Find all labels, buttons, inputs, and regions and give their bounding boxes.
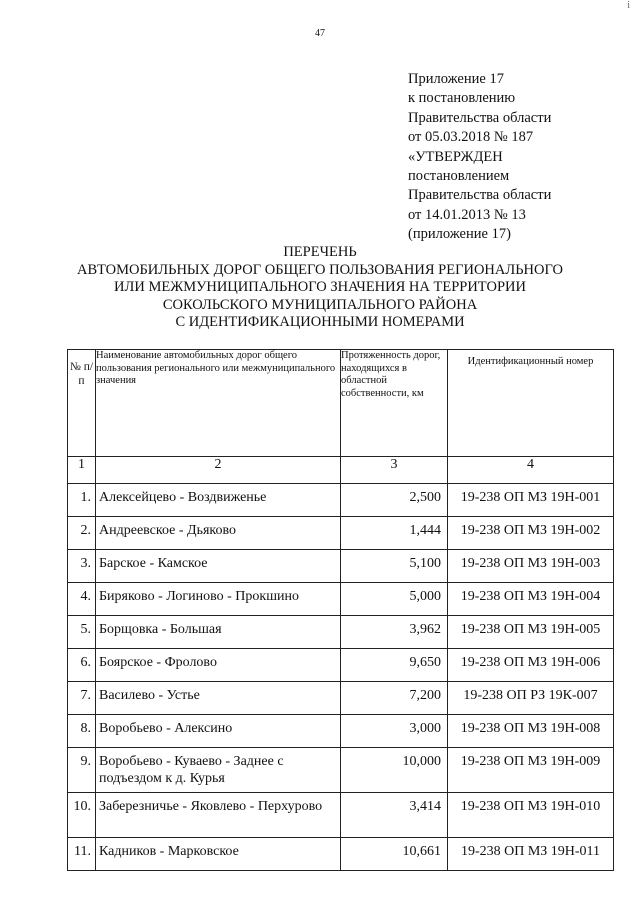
row-id: 19-238 ОП МЗ 19Н-002 <box>448 517 614 550</box>
row-length: 3,000 <box>341 715 448 748</box>
appendix-line: Правительства области <box>408 109 552 126</box>
row-id: 19-238 ОП РЗ 19К-007 <box>448 682 614 715</box>
row-num: 2. <box>68 517 96 550</box>
appendix-block <box>408 70 551 245</box>
appendix-line: постановлением <box>408 168 510 185</box>
table-row <box>68 649 614 682</box>
title-line: СОКОЛЬСКОГО МУНИЦИПАЛЬНОГО РАЙОНА <box>162 296 478 313</box>
appendix-line: (приложение 17) <box>408 226 511 243</box>
row-num: 3. <box>68 550 96 583</box>
table-row <box>68 517 614 550</box>
row-length: 2,500 <box>341 484 448 517</box>
table-row <box>68 583 614 616</box>
appendix-line: Правительства области <box>408 187 552 204</box>
row-id: 19-238 ОП МЗ 19Н-001 <box>448 484 614 517</box>
row-num: 9. <box>68 748 96 793</box>
header-name: Наименование автомобильных дорог общего пользования регионального или межмуниципального значения <box>96 350 341 457</box>
row-num: 7. <box>68 682 96 715</box>
row-name: Василево - Устье <box>96 682 341 715</box>
appendix-line: к постановлению <box>408 90 516 107</box>
row-num: 11. <box>68 838 96 871</box>
row-name: Воробьево - Алексино <box>96 715 341 748</box>
row-name: Кадников - Марковское <box>96 838 341 871</box>
appendix-line: от 14.01.2013 № 13 <box>408 206 526 223</box>
row-name: Борщовка - Большая <box>96 616 341 649</box>
column-number: 2 <box>96 457 341 484</box>
row-length: 5,000 <box>341 583 448 616</box>
table-row <box>68 616 614 649</box>
row-num: 4. <box>68 583 96 616</box>
row-name: Биряково - Логиново - Прокшино <box>96 583 341 616</box>
column-number-row <box>68 457 614 484</box>
row-id: 19-238 ОП МЗ 19Н-004 <box>448 583 614 616</box>
row-name: Алексейцево - Воздвиженье <box>96 484 341 517</box>
column-number: 1 <box>68 457 96 484</box>
row-name: Боярское - Фролово <box>96 649 341 682</box>
row-id: 19-238 ОП МЗ 19Н-003 <box>448 550 614 583</box>
column-number: 3 <box>341 457 448 484</box>
row-length: 1,444 <box>341 517 448 550</box>
row-num: 5. <box>68 616 96 649</box>
row-id: 19-238 ОП МЗ 19Н-011 <box>448 838 614 871</box>
header-num: № п/п <box>68 350 96 457</box>
row-id: 19-238 ОП МЗ 19Н-005 <box>448 616 614 649</box>
table-row <box>68 793 614 838</box>
title-line: ПЕРЕЧЕНЬ <box>283 244 357 260</box>
table-row <box>68 838 614 871</box>
table-row <box>68 550 614 583</box>
title-line: АВТОМОБИЛЬНЫХ ДОРОГ ОБЩЕГО ПОЛЬЗОВАНИЯ РЕГИОНАЛЬНОГО <box>77 261 563 278</box>
row-length: 5,100 <box>341 550 448 583</box>
roads-table <box>67 349 614 871</box>
edge-mark: i <box>627 0 630 11</box>
row-length: 9,650 <box>341 649 448 682</box>
table-row <box>68 715 614 748</box>
row-num: 8. <box>68 715 96 748</box>
row-num: 1. <box>68 484 96 517</box>
appendix-line: от 05.03.2018 № 187 <box>408 129 534 146</box>
row-name: Андреевское - Дьяково <box>96 517 341 550</box>
row-id: 19-238 ОП МЗ 19Н-006 <box>448 649 614 682</box>
header-length: Протяженность дорог, находящихся в областной собственности, км <box>341 350 448 457</box>
row-length: 3,414 <box>341 793 448 838</box>
row-length: 10,661 <box>341 838 448 871</box>
document-title <box>0 244 640 332</box>
table-row <box>68 748 614 793</box>
page-number: 47 <box>315 28 325 39</box>
row-name: Барское - Камское <box>96 550 341 583</box>
row-length: 3,962 <box>341 616 448 649</box>
appendix-line: Приложение 17 <box>408 71 504 87</box>
title-line: С ИДЕНТИФИКАЦИОННЫМИ НОМЕРАМИ <box>175 314 465 331</box>
row-name: Заберезничье - Яковлево - Перхурово <box>96 793 341 838</box>
row-id: 19-238 ОП МЗ 19Н-009 <box>448 748 614 793</box>
appendix-line: «УТВЕРЖДЕН <box>408 148 503 165</box>
header-id: Идентификационный номер <box>448 350 614 457</box>
row-length: 7,200 <box>341 682 448 715</box>
row-num: 10. <box>68 793 96 838</box>
row-length: 10,000 <box>341 748 448 793</box>
row-id: 19-238 ОП МЗ 19Н-010 <box>448 793 614 838</box>
table-row <box>68 682 614 715</box>
title-line: ИЛИ МЕЖМУНИЦИПАЛЬНОГО ЗНАЧЕНИЯ НА ТЕРРИТОРИИ <box>114 279 526 296</box>
row-num: 6. <box>68 649 96 682</box>
table-row <box>68 484 614 517</box>
row-id: 19-238 ОП МЗ 19Н-008 <box>448 715 614 748</box>
column-number: 4 <box>448 457 614 484</box>
table-header-row <box>68 350 614 457</box>
row-name: Воробьево - Куваево - Заднее с подъездом к д. Курья <box>96 748 341 793</box>
